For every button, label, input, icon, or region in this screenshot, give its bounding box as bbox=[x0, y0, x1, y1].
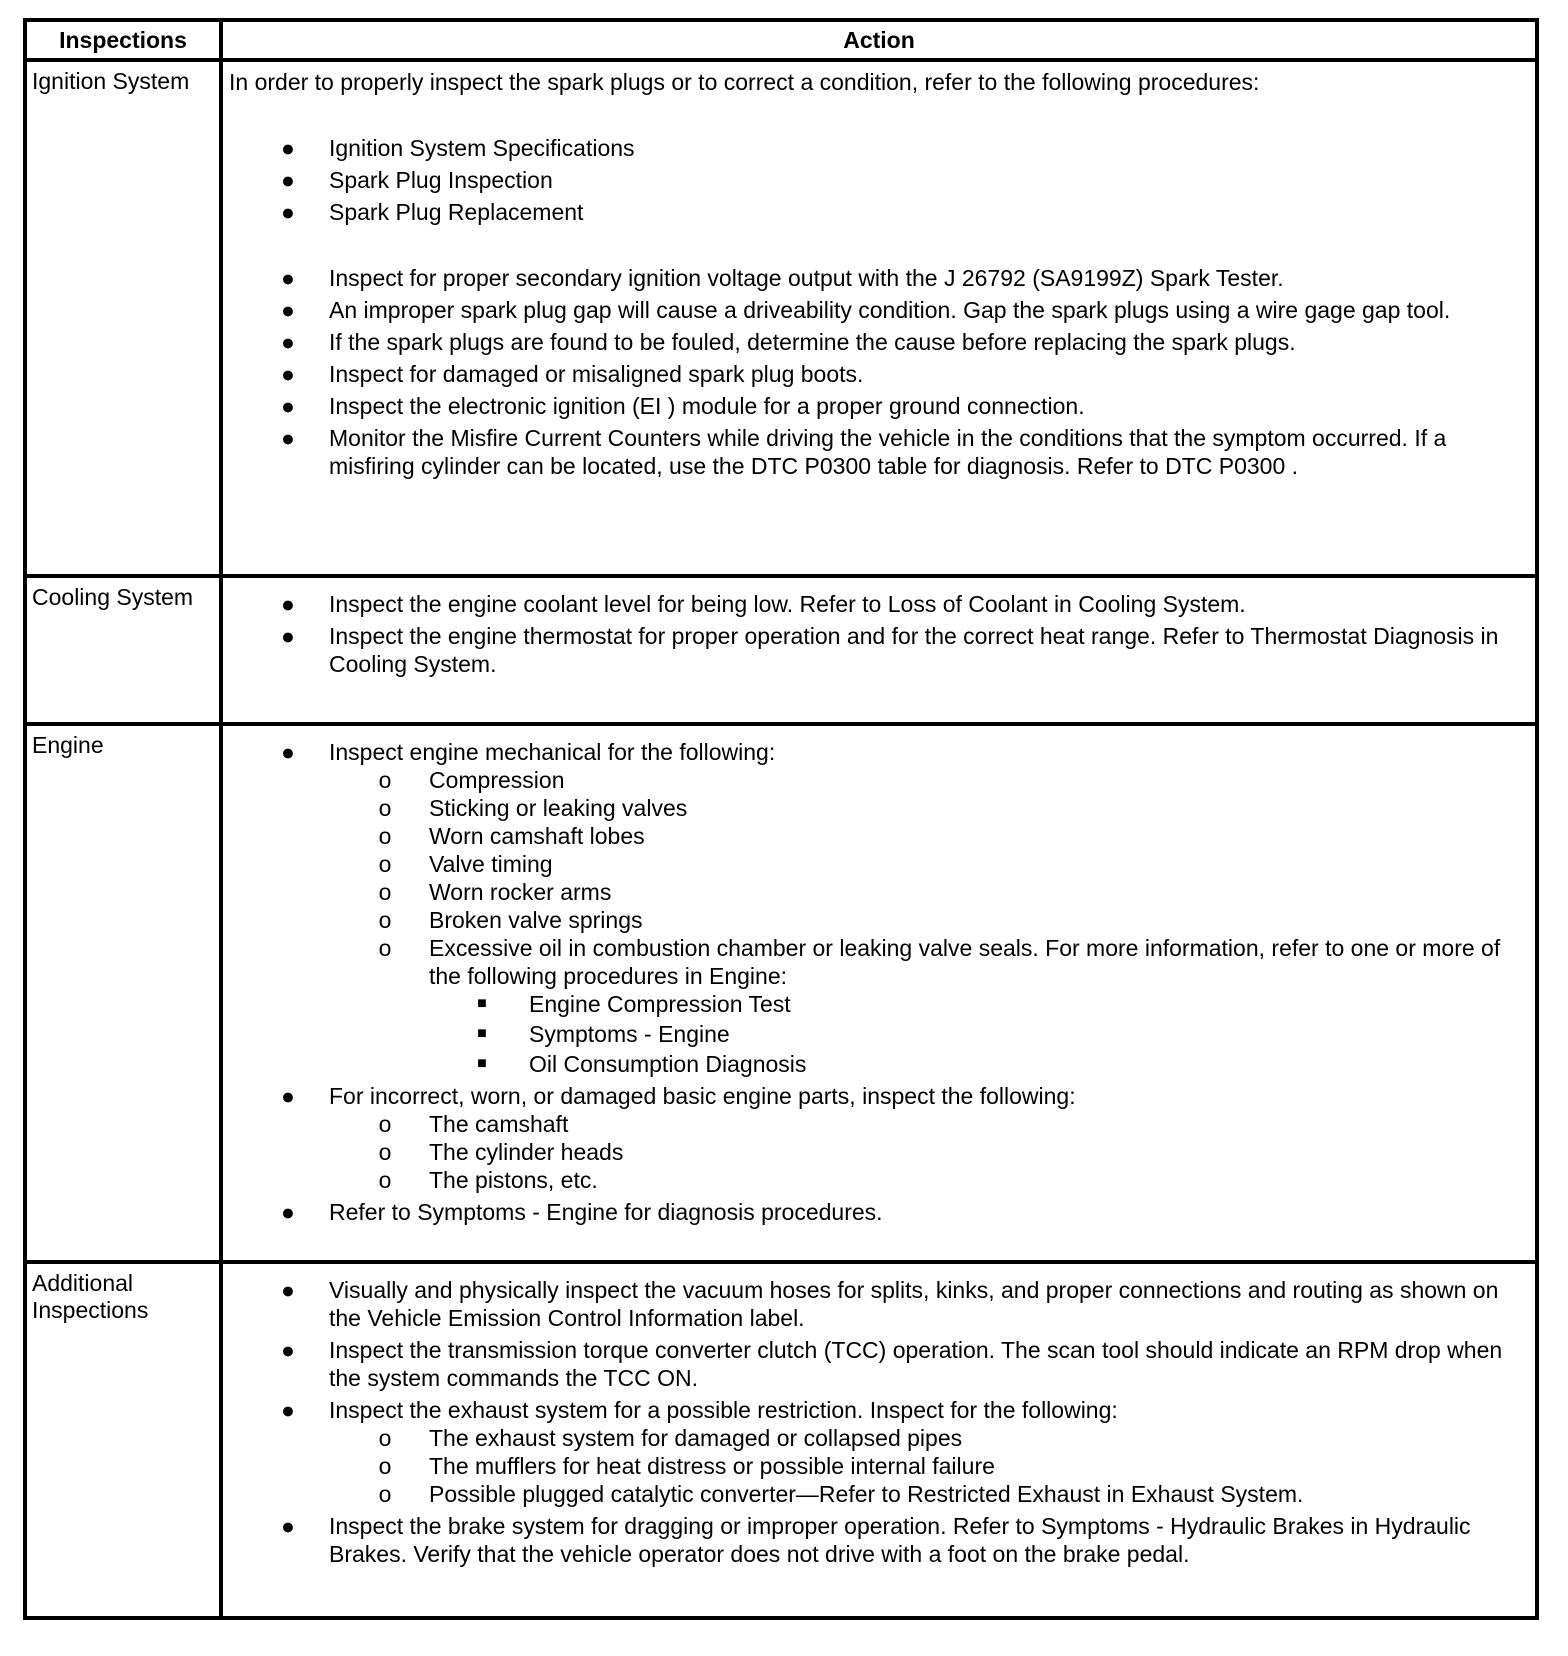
circle-bullet-icon: o bbox=[378, 1481, 392, 1507]
list-item: ● Inspect the transmission torque converter clutch (TCC) operation. The scan tool should indicate an RPM drop when the system commands the TCC ON. bbox=[229, 1336, 1523, 1392]
additional-list bbox=[229, 1276, 1523, 1568]
list-item: ■ Symptoms - Engine bbox=[429, 1020, 1523, 1048]
list-item: ● An improper spark plug gap will cause a driveability condition. Gap the spark plugs using a wire gage gap tool. bbox=[229, 296, 1523, 324]
list-item: o Worn camshaft lobes bbox=[329, 822, 1523, 850]
row-label-cooling: Cooling System bbox=[25, 576, 221, 724]
table-row bbox=[25, 576, 1537, 724]
bullet-icon: ● bbox=[281, 361, 295, 387]
list-item: o Sticking or leaking valves bbox=[329, 794, 1523, 822]
list-item: ● Inspect the electronic ignition (EI ) module for a proper ground connection. bbox=[229, 392, 1523, 420]
row-action-cooling bbox=[221, 576, 1537, 724]
circle-bullet-icon: o bbox=[378, 1453, 392, 1479]
bullet-icon: ● bbox=[281, 265, 295, 291]
list-item: ■ Oil Consumption Diagnosis bbox=[429, 1050, 1523, 1078]
engine-procedure-sublist bbox=[429, 990, 1523, 1078]
list-item: ● Inspect the exhaust system for a possible restriction. Inspect for the following: o The exhaust system for damaged or collapsed pipes o The mufflers for heat distress or possible internal failure o Possible plugged catalytic converter—Refer to Restricted Exhaust in Exhaust System. bbox=[229, 1396, 1523, 1508]
circle-bullet-icon: o bbox=[378, 795, 392, 821]
list-item: ● Spark Plug Replacement bbox=[229, 198, 1523, 226]
circle-bullet-icon: o bbox=[378, 1111, 392, 1137]
circle-bullet-icon: o bbox=[378, 879, 392, 905]
row-action-engine bbox=[221, 724, 1537, 1262]
bullet-icon: ● bbox=[281, 167, 295, 193]
circle-bullet-icon: o bbox=[378, 1167, 392, 1193]
list-item: ● Refer to Symptoms - Engine for diagnosis procedures. bbox=[229, 1198, 1523, 1226]
list-item: o Possible plugged catalytic converter—Refer to Restricted Exhaust in Exhaust System. bbox=[329, 1480, 1523, 1508]
list-item: ● If the spark plugs are found to be fouled, determine the cause before replacing the spark plugs. bbox=[229, 328, 1523, 356]
table-row bbox=[25, 1262, 1537, 1618]
list-item: o The exhaust system for damaged or collapsed pipes bbox=[329, 1424, 1523, 1452]
header-inspections: Inspections bbox=[25, 20, 221, 60]
inspections-table bbox=[23, 18, 1539, 1620]
table-header-row bbox=[25, 20, 1537, 60]
bullet-icon: ● bbox=[281, 329, 295, 355]
list-item: ● Monitor the Misfire Current Counters while driving the vehicle in the conditions that the symptom occurred. If a misfiring cylinder can be located, use the DTC P0300 table for diagnosis. Refer to DTC P0300 . bbox=[229, 424, 1523, 480]
bullet-icon: ● bbox=[281, 135, 295, 161]
list-item: ● Spark Plug Inspection bbox=[229, 166, 1523, 194]
header-action: Action bbox=[221, 20, 1537, 60]
list-item: o Compression bbox=[329, 766, 1523, 794]
list-item: ● Inspect for proper secondary ignition voltage output with the J 26792 (SA9199Z) Spark Tester. bbox=[229, 264, 1523, 292]
bullet-icon: ● bbox=[281, 1277, 295, 1303]
bullet-icon: ● bbox=[281, 425, 295, 451]
bullet-icon: ● bbox=[281, 1397, 295, 1423]
list-item: o Valve timing bbox=[329, 850, 1523, 878]
list-item: ● For incorrect, worn, or damaged basic engine parts, inspect the following: o The camshaft o The cylinder heads o The pistons, etc. bbox=[229, 1082, 1523, 1194]
circle-bullet-icon: o bbox=[378, 935, 392, 961]
table-row bbox=[25, 724, 1537, 1262]
list-item: ● Inspect engine mechanical for the following: o Compression o Sticking or leaking valves o Worn camshaft lobes o Valve timing o Worn rocker arms o Broken valve springs o Excessive oil in combustion chamber or leaking valve seals. For more information, refer to one or more of the following procedures in Engine: ■ Engine Compression Test ■ Symptoms - Engine ■ Oil Consumption Diagnosis bbox=[229, 738, 1523, 1078]
ignition-procedure-list bbox=[229, 134, 1523, 226]
square-bullet-icon: ■ bbox=[477, 995, 487, 1012]
circle-bullet-icon: o bbox=[378, 1425, 392, 1451]
list-item: ■ Engine Compression Test bbox=[429, 990, 1523, 1018]
engine-parts-sublist bbox=[329, 1110, 1523, 1194]
list-item: o Worn rocker arms bbox=[329, 878, 1523, 906]
bullet-icon: ● bbox=[281, 1337, 295, 1363]
list-item: o Broken valve springs bbox=[329, 906, 1523, 934]
bullet-icon: ● bbox=[281, 591, 295, 617]
square-bullet-icon: ■ bbox=[477, 1055, 487, 1072]
engine-list bbox=[229, 738, 1523, 1226]
list-item: o The pistons, etc. bbox=[329, 1166, 1523, 1194]
list-item: o The mufflers for heat distress or possible internal failure bbox=[329, 1452, 1523, 1480]
engine-mechanical-sublist bbox=[329, 766, 1523, 1078]
ignition-inspection-list bbox=[229, 264, 1523, 480]
table-row bbox=[25, 60, 1537, 576]
row-action-ignition bbox=[221, 60, 1537, 576]
square-bullet-icon: ■ bbox=[477, 1025, 487, 1042]
row-action-additional bbox=[221, 1262, 1537, 1618]
list-item: ● Inspect the brake system for dragging or improper operation. Refer to Symptoms - Hydraulic Brakes in Hydraulic Brakes. Verify that the vehicle operator does not drive with a foot on the brake pedal. bbox=[229, 1512, 1523, 1568]
row-label-ignition: Ignition System bbox=[25, 60, 221, 576]
circle-bullet-icon: o bbox=[378, 1139, 392, 1165]
bullet-icon: ● bbox=[281, 199, 295, 225]
bullet-icon: ● bbox=[281, 1199, 295, 1225]
bullet-icon: ● bbox=[281, 393, 295, 419]
circle-bullet-icon: o bbox=[378, 767, 392, 793]
bullet-icon: ● bbox=[281, 297, 295, 323]
list-item: ● Ignition System Specifications bbox=[229, 134, 1523, 162]
row-label-engine: Engine bbox=[25, 724, 221, 1262]
bullet-icon: ● bbox=[281, 623, 295, 649]
bullet-icon: ● bbox=[281, 1083, 295, 1109]
list-item: ● Visually and physically inspect the vacuum hoses for splits, kinks, and proper connections and routing as shown on the Vehicle Emission Control Information label. bbox=[229, 1276, 1523, 1332]
list-item: ● Inspect the engine coolant level for being low. Refer to Loss of Coolant in Cooling System. bbox=[229, 590, 1523, 618]
ignition-intro: In order to properly inspect the spark plugs or to correct a condition, refer to the following procedures: bbox=[229, 69, 1260, 95]
exhaust-sublist bbox=[329, 1424, 1523, 1508]
cooling-list bbox=[229, 590, 1523, 678]
list-item: o The camshaft bbox=[329, 1110, 1523, 1138]
circle-bullet-icon: o bbox=[378, 851, 392, 877]
bullet-icon: ● bbox=[281, 739, 295, 765]
list-item: o The cylinder heads bbox=[329, 1138, 1523, 1166]
bullet-icon: ● bbox=[281, 1513, 295, 1539]
list-item: ● Inspect the engine thermostat for proper operation and for the correct heat range. Refer to Thermostat Diagnosis in Cooling System. bbox=[229, 622, 1523, 678]
list-item: o Excessive oil in combustion chamber or leaking valve seals. For more information, refer to one or more of the following procedures in Engine: ■ Engine Compression Test ■ Symptoms - Engine ■ Oil Consumption Diagnosis bbox=[329, 934, 1523, 1078]
circle-bullet-icon: o bbox=[378, 907, 392, 933]
row-label-additional: Additional Inspections bbox=[25, 1262, 221, 1618]
list-item: ● Inspect for damaged or misaligned spark plug boots. bbox=[229, 360, 1523, 388]
circle-bullet-icon: o bbox=[378, 823, 392, 849]
